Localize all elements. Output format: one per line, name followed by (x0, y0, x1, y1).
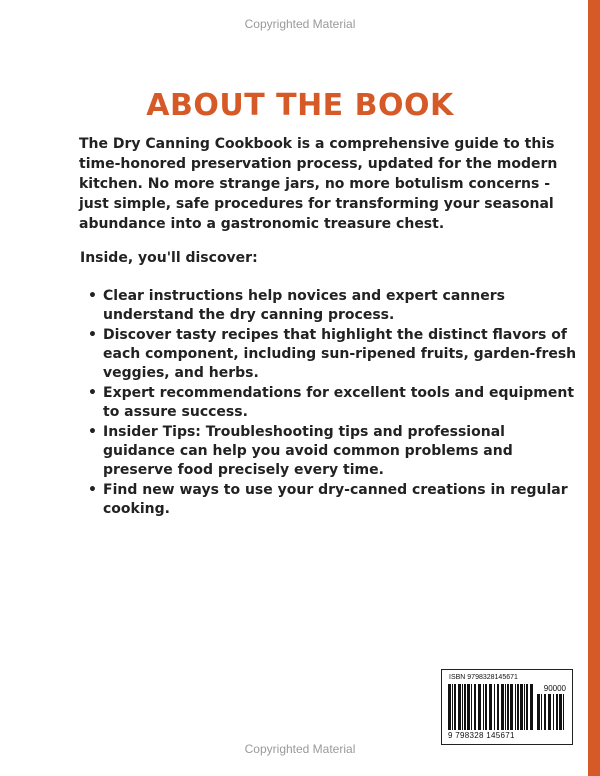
bullet-icon: • (88, 385, 97, 401)
page-title: ABOUT THE BOOK (146, 88, 454, 123)
list-item: • Discover tasty recipes that highlight the distinct flavors of each component, including sun-ripened fruits, garden-fresh veggies, and herbs. (88, 327, 577, 381)
barcode-bars-icon (448, 684, 534, 730)
price-code: 90000 (543, 684, 566, 693)
watermark-top: Copyrighted Material (244, 17, 356, 31)
bullet-icon: • (88, 482, 97, 498)
inside-heading: Inside, you'll discover: (80, 250, 258, 266)
list-item: • Insider Tips: Troubleshooting tips and professional guidance can help you avoid common problems and preserve food precisely every time. (88, 424, 513, 478)
isbn-label: ISBN 9798328145671 (449, 674, 518, 681)
isbn-digits: 9 798328 145671 (448, 731, 515, 740)
bullet-icon: • (88, 424, 97, 440)
watermark-bottom: Copyrighted Material (244, 742, 356, 756)
isbn-barcode (441, 669, 573, 745)
barcode-addon-bars-icon (537, 694, 565, 730)
list-item: • Expert recommendations for excellent tools and equipment to assure success. (88, 385, 575, 420)
list-item: • Clear instructions help novices and expert canners understand the dry canning process. (88, 288, 505, 323)
intro-paragraph: The Dry Canning Cookbook is a comprehensive guide to this time-honored preservation process, updated for the modern kitchen. No more strange jars, no more botulism concerns - just simple, safe procedures for transforming your seasonal abundance into a gastronomic treasure chest. (79, 136, 558, 232)
list-item: • Find new ways to use your dry-canned creations in regular cooking. (88, 482, 568, 517)
feature-list (80, 287, 580, 520)
bullet-icon: • (88, 327, 97, 343)
bullet-icon: • (88, 288, 97, 304)
